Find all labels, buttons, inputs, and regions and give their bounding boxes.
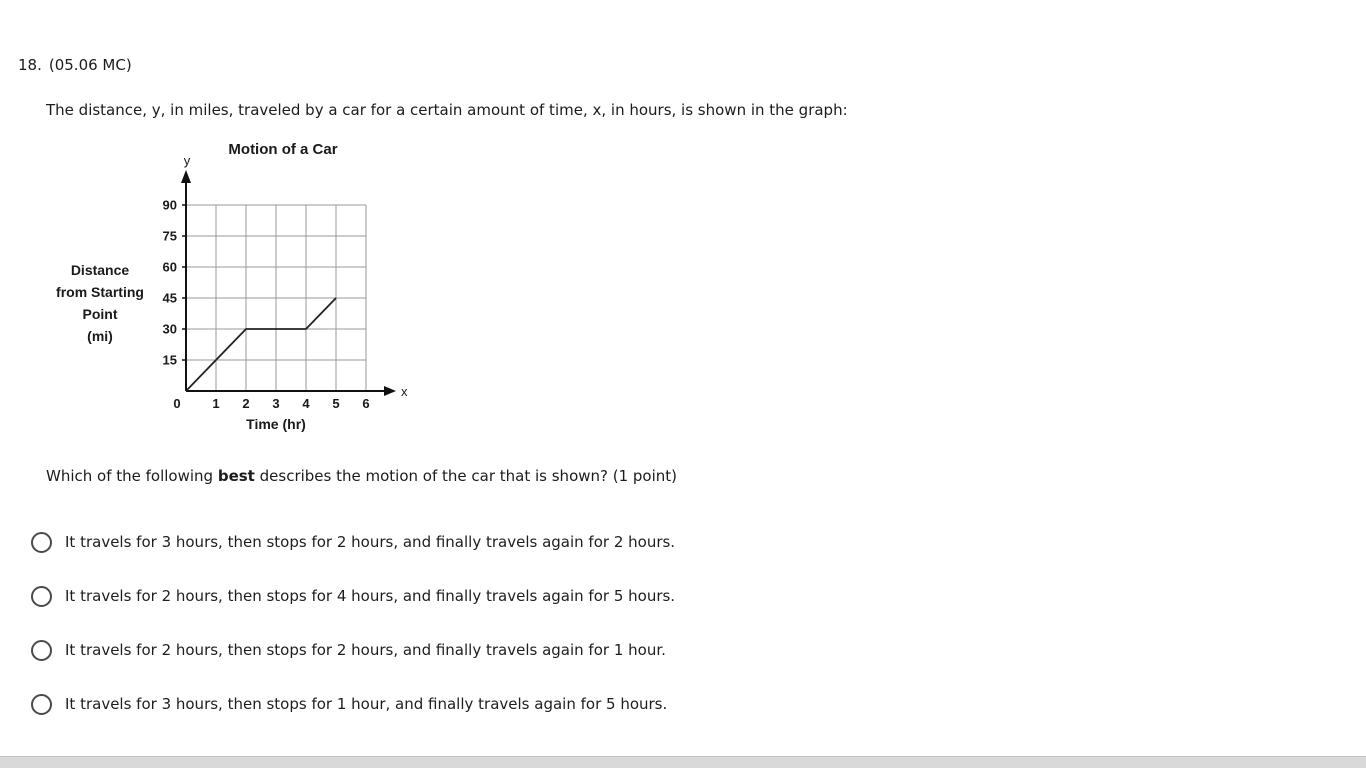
svg-text:Time (hr): Time (hr) — [246, 416, 306, 432]
svg-text:0: 0 — [173, 396, 181, 411]
svg-text:45: 45 — [162, 290, 177, 306]
chart-block — [46, 138, 426, 438]
option-row[interactable] — [31, 639, 675, 661]
svg-text:4: 4 — [302, 396, 310, 411]
svg-text:60: 60 — [162, 259, 177, 275]
prompt-text-after: describes the motion of the car that is shown? (1 point) — [254, 467, 678, 485]
prompt-text-before: Which of the following — [46, 467, 218, 485]
option-label: It travels for 3 hours, then stops for 1 hour, and finally travels again for 5 hours. — [65, 695, 668, 713]
question-number: 18. — [18, 56, 42, 74]
svg-text:5: 5 — [332, 396, 340, 411]
svg-text:1: 1 — [212, 396, 220, 411]
radio-button[interactable] — [31, 532, 52, 553]
radio-button[interactable] — [31, 694, 52, 715]
radio-button[interactable] — [31, 586, 52, 607]
radio-button[interactable] — [31, 640, 52, 661]
svg-text:Motion of a Car: Motion of a Car — [228, 141, 338, 158]
question-header — [18, 56, 132, 74]
svg-text:Distance: Distance — [70, 262, 130, 278]
svg-text:x: x — [401, 384, 408, 399]
svg-text:y: y — [183, 153, 191, 168]
svg-text:90: 90 — [162, 197, 177, 213]
question-intro: The distance, y, in miles, traveled by a car for a certain amount of time, x, in hours, is shown in the graph: — [46, 101, 848, 119]
svg-text:6: 6 — [362, 396, 370, 411]
prompt-text-bold: best — [217, 467, 255, 485]
svg-text:Point: Point — [82, 306, 118, 322]
question-prompt — [46, 467, 677, 485]
option-label: It travels for 3 hours, then stops for 2 hours, and finally travels again for 2 hours. — [65, 533, 676, 551]
svg-text:3: 3 — [272, 396, 280, 411]
svg-text:30: 30 — [162, 321, 177, 337]
option-row[interactable] — [31, 585, 675, 607]
motion-of-a-car-chart — [46, 138, 426, 438]
option-label: It travels for 2 hours, then stops for 4 hours, and finally travels again for 5 hours. — [65, 587, 676, 605]
svg-text:from Starting: from Starting — [56, 284, 144, 300]
svg-text:2: 2 — [242, 396, 250, 411]
question-code: (05.06 MC) — [48, 56, 132, 74]
option-row[interactable] — [31, 693, 675, 715]
answer-options — [31, 531, 675, 747]
svg-text:15: 15 — [162, 352, 177, 368]
svg-text:(mi): (mi) — [87, 328, 113, 344]
svg-text:75: 75 — [162, 228, 177, 244]
option-row[interactable] — [31, 531, 675, 553]
option-label: It travels for 2 hours, then stops for 2 hours, and finally travels again for 1 hour. — [65, 641, 666, 659]
bottom-bar — [0, 756, 1366, 768]
